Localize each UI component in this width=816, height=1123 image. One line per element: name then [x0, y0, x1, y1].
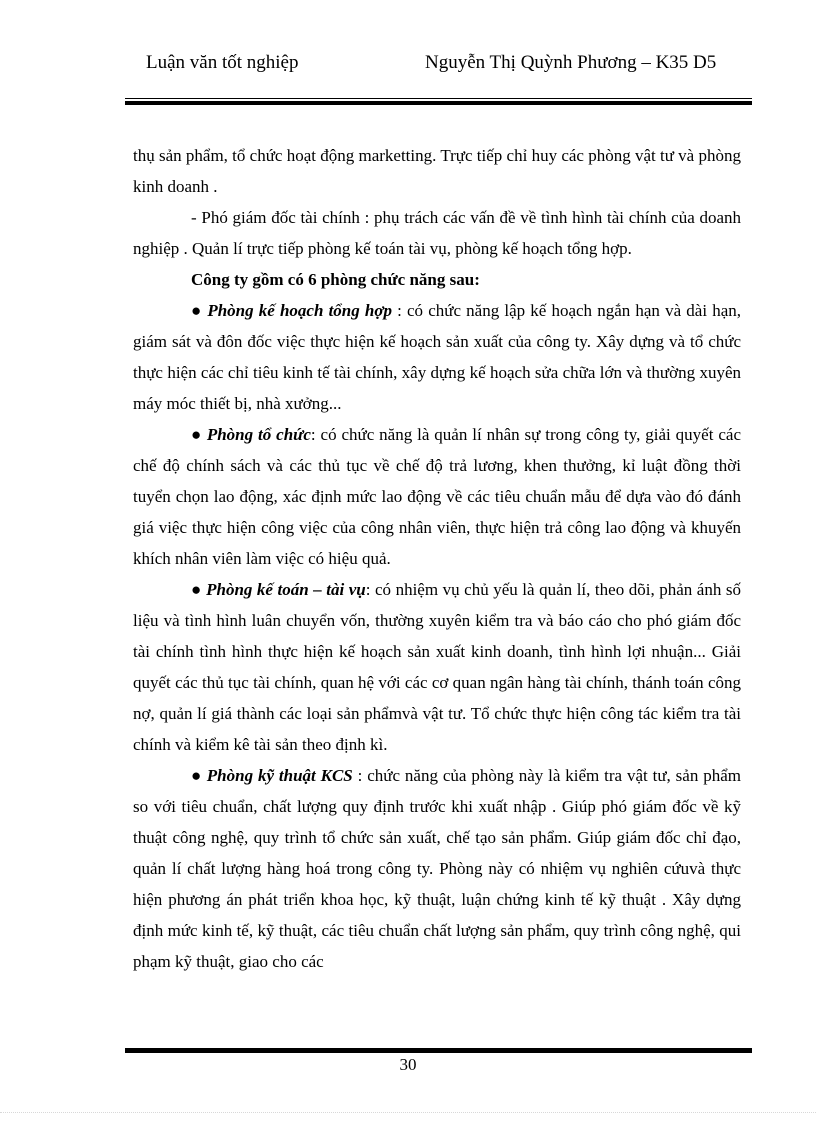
- footer-divider: [125, 1046, 752, 1053]
- header-author: Nguyễn Thị Quỳnh Phương – K35 D5: [425, 52, 717, 73]
- page-bottom-border: [0, 1112, 816, 1113]
- bullet-icon: ●: [191, 580, 202, 599]
- section-heading: Công ty gồm có 6 phòng chức năng sau:: [191, 270, 480, 289]
- item-title: Phòng kế toán – tài vụ: [206, 580, 366, 599]
- bullet-icon: ●: [191, 766, 202, 785]
- item-text: : có chức năng lập kế hoạch ngắn hạn và dài hạn, giám sát và đôn đốc việc thực hiện kế hoạch sản xuất của công ty. Xây dựng và tổ chức thực hiện các chỉ tiêu kinh tế tài chính, xây dựng kế hoạch sửa chữa lớn và thường xuyên máy móc thiết bị, nhà xưởng...: [133, 301, 741, 413]
- paragraph: - Phó giám đốc tài chính : phụ trách các vấn đề về tình hình tài chính của doanh nghiệp . Quản lí trực tiếp phòng kế toán tài vụ, phòng kế hoạch tổng hợp.: [133, 208, 741, 258]
- page-number: 30: [399, 1055, 417, 1074]
- list-item: [133, 760, 741, 977]
- document-body: [133, 140, 741, 977]
- page-header: [125, 50, 750, 100]
- list-item: [133, 574, 741, 760]
- item-title: Phòng kỹ thuật KCS: [206, 766, 353, 785]
- item-text: : chức năng của phòng này là kiểm tra vật tư, sản phẩm so với tiêu chuẩn, chất lượng quy định trước khi xuất nhập . Giúp phó giám đốc về kỹ thuật công nghệ, quy trình tổ chức sản xuất, chế tạo sản phẩm. Giúp giám đốc chỉ đạo, quản lí chất lượng hàng hoá trong công ty. Phòng này có nhiệm vụ nghiên cứuvà thực hiện phương án phát triển khoa học, kỹ thuật, luận chứng kinh tế kỹ thuật . Xây dựng định mức kinh tế, kỹ thuật, các tiêu chuẩn chất lượng sản phẩm, quy trình công nghệ, qui phạm kỹ thuật, giao cho các: [133, 766, 741, 971]
- paragraph: thụ sản phẩm, tổ chức hoạt động marketting. Trực tiếp chỉ huy các phòng vật tư và phòng kinh doanh .: [133, 146, 741, 196]
- bullet-icon: ●: [191, 301, 203, 320]
- list-item: [133, 419, 741, 574]
- header-thesis-title: Luận văn tốt nghiệp: [146, 52, 299, 73]
- bullet-icon: ●: [191, 425, 202, 444]
- list-item: [133, 295, 741, 419]
- item-title: Phòng kế hoạch tổng hợp: [207, 301, 392, 320]
- item-text: : có nhiệm vụ chủ yếu là quản lí, theo dõi, phản ánh số liệu và tình hình luân chuyển vốn, thường xuyên kiểm tra và báo cáo cho phó giám đốc tài chính tình hình thực hiện kế hoạch sản xuất kinh doanh, tình hình lợi nhuận... Giải quyết các thủ tục tài chính, quan hệ với các cơ quan ngân hàng tài chính, thánh toán công nợ, quản lí giá thành các loại sản phẩmvà vật tư. Tổ chức thực hiện công tác kiểm tra tài chính và kiểm kê tài sản theo định kì.: [133, 580, 742, 754]
- header-divider: [125, 98, 752, 105]
- item-title: Phòng tổ chức: [206, 425, 311, 444]
- item-text: : có chức năng là quản lí nhân sự trong công ty, giải quyết các chế độ chính sách và các thủ tục về chế độ trả lương, khen thưởng, kỉ luật đồng thời tuyển chọn lao động, xác định mức lao động về các tiêu chuẩn mẫu để dựa vào đó đánh giá việc thực hiện công việc của công nhân viên, thực hiện trả công lao động và khuyến khích nhân viên làm việc có hiệu quả.: [133, 425, 741, 568]
